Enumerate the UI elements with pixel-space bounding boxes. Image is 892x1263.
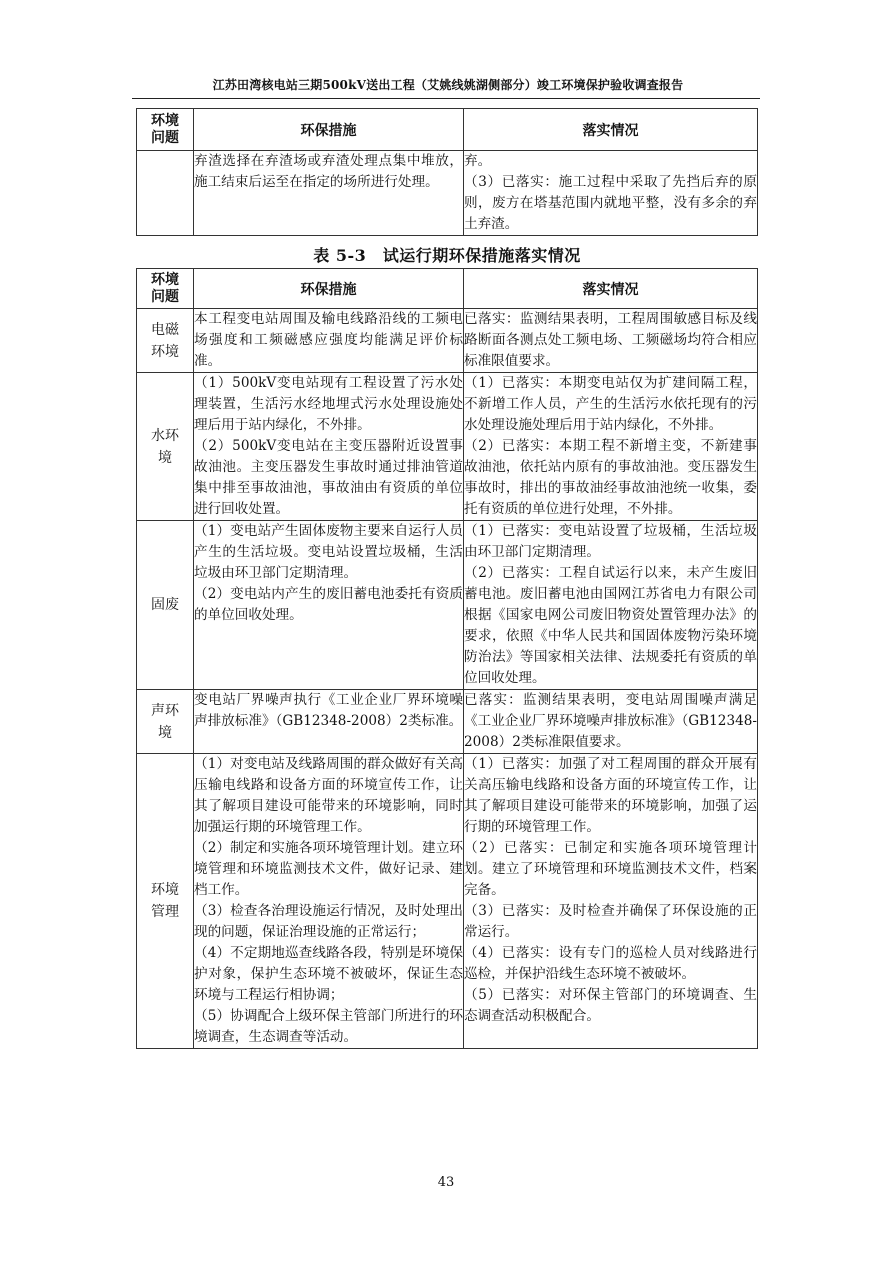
measure-paragraph: （3）检查各治理设施运行情况，及时处理出现的问题，保证治理设施的正常运行； xyxy=(194,903,463,940)
status-paragraph: （4）已落实：设有专门的巡检人员对线路进行巡检，并保护沿线生态环境不被破坏。 xyxy=(464,945,757,982)
measure-paragraph: （5）协调配合上级环保主管部门所进行的环境调查，生态调查等活动。 xyxy=(194,1008,463,1045)
column-header-status: 落实情况 xyxy=(464,269,758,309)
issue-cell: 电磁 环境 xyxy=(137,309,194,373)
table-row xyxy=(137,151,758,236)
table-row xyxy=(137,690,758,754)
column-header-measures: 环保措施 xyxy=(194,109,464,151)
measure-paragraph: （2）变电站内产生的废旧蓄电池委托有资质的单位回收处理。 xyxy=(194,586,463,623)
issue-cell: 水环 境 xyxy=(137,373,194,521)
status-paragraph: （2）已落实：本期工程不新增主变，不新建事故油池，依托站内原有的事故油池。变压器发生事故时，排出的事故油经事故油池统一收集，委托有资质的单位进行处理，不外排。 xyxy=(464,438,757,517)
table-row xyxy=(137,521,758,690)
measure-paragraph: （2）制定和实施各项环境管理计划。建立环境管理和环境监测技术文件，做好记录、建档工作。 xyxy=(194,840,463,898)
measure-paragraph: （1）对变电站及线路周围的群众做好有关高压输电线路和设备方面的环境宣传工作，让其了解项目建设可能带来的环境影响，同时加强运行期的环境管理工作。 xyxy=(194,756,463,835)
table-row xyxy=(137,754,758,1049)
status-paragraph: 已落实：监测结果表明，工程周围敏感目标及线路断面各测点处工频电场、工频磁场均符合相应标准限值要求。 xyxy=(464,311,757,369)
table-continued xyxy=(136,108,758,236)
column-header-status: 落实情况 xyxy=(464,109,758,151)
measure-paragraph: （2）500kV变电站在主变压器附近设置事故油池。主变压器发生事故时通过排油管道集中排至事故油池，事故油由有资质的单位进行回收处置。 xyxy=(194,438,463,517)
measure-paragraph: （1）变电站产生固体废物主要来自运行人员产生的生活垃圾。变电站设置垃圾桶，生活垃圾由环卫部门定期清理。 xyxy=(194,523,463,581)
status-paragraph: （1）已落实：加强了对工程周围的群众开展有关高压输电线路和设备方面的环境宣传工作，让其了解项目建设可能带来的环境影响，加强了运行期的环境管理工作。 xyxy=(464,756,757,835)
measure-cell xyxy=(194,151,464,236)
measure-paragraph: （1）500kV变电站现有工程设置了污水处理装置，生活污水经地埋式污水处理设施处理后用于站内绿化，不外排。 xyxy=(194,375,463,433)
status-paragraph: （2）已落实：已制定和实施各项环境管理计划。建立了环境管理和环境监测技术文件，档案完备。 xyxy=(464,840,757,898)
status-cell xyxy=(464,521,758,690)
measure-paragraph: 本工程变电站周围及输电线路沿线的工频电场强度和工频磁感应强度均能满足评价标准。 xyxy=(194,311,463,369)
column-header-issue: 环境 问题 xyxy=(137,109,194,151)
table-row xyxy=(137,373,758,521)
running-header: 江苏田湾核电站三期500kV送出工程（艾姚线姚湖侧部分）竣工环境保护验收调查报告 xyxy=(212,78,684,92)
status-cell xyxy=(464,151,758,236)
status-paragraph: （1）已落实：本期变电站仅为扩建间隔工程，不新增工作人员，产生的生活污水依托现有的污水处理设施处理后用于站内绿化，不外排。 xyxy=(464,375,757,433)
measure-cell xyxy=(194,309,464,373)
issue-cell: 环境 管理 xyxy=(137,754,194,1049)
status-paragraph: （1）已落实：变电站设置了垃圾桶，生活垃圾由环卫部门定期清理。 xyxy=(464,523,757,560)
header-rule xyxy=(132,98,760,99)
status-cell xyxy=(464,690,758,754)
table-header-row xyxy=(137,269,758,309)
issue-cell: 固废 xyxy=(137,521,194,690)
page-number: 43 xyxy=(437,1175,455,1190)
measure-cell xyxy=(194,521,464,690)
column-header-issue: 环境 问题 xyxy=(137,269,194,309)
status-paragraph: （3）已落实：及时检查并确保了环保设施的正常运行。 xyxy=(464,903,757,940)
status-paragraph: 弃。 xyxy=(464,153,492,169)
issue-cell: 声环 境 xyxy=(137,690,194,754)
measure-paragraph: （4）不定期地巡查线路各段，特别是环境保护对象，保护生态环境不被破坏，保证生态环境与工程运行相协调； xyxy=(194,945,463,1003)
measure-cell xyxy=(194,754,464,1049)
table-header-row xyxy=(137,109,758,151)
measure-cell xyxy=(194,690,464,754)
status-paragraph: （2）已落实：工程自试运行以来，未产生废旧蓄电池。废旧蓄电池由国网江苏省电力有限公司根据《国家电网公司废旧物资处置管理办法》的要求，依照《中华人民共和国固体废物污染环境防治法》等国家相关法律、法规委托有资质的单位回收处理。 xyxy=(464,565,757,686)
issue-cell xyxy=(137,151,194,236)
measure-paragraph: 弃渣选择在弃渣场或弃渣处理点集中堆放，施工结束后运至在指定的场所进行处理。 xyxy=(194,153,463,190)
measures-table xyxy=(136,268,758,1049)
status-cell xyxy=(464,754,758,1049)
table-row xyxy=(137,309,758,373)
measure-paragraph: 变电站厂界噪声执行《工业企业厂界环境噪声排放标准》（GB12348-2008）2类标准。 xyxy=(194,692,463,729)
status-paragraph: （5）已落实：对环保主管部门的环境调查、生态调查活动积极配合。 xyxy=(464,987,757,1024)
status-paragraph: 已落实：监测结果表明，变电站周围噪声满足《工业企业厂界环境噪声排放标准》（GB12348-2008）2类标准限值要求。 xyxy=(464,692,757,750)
measure-cell xyxy=(194,373,464,521)
column-header-measures: 环保措施 xyxy=(194,269,464,309)
status-cell xyxy=(464,373,758,521)
status-cell xyxy=(464,309,758,373)
status-paragraph: （3）已落实：施工过程中采取了先挡后弃的原则，废方在塔基范围内就地平整，没有多余的弃土弃渣。 xyxy=(464,174,757,232)
table-caption: 表 5-3 试运行期环保措施落实情况 xyxy=(313,246,581,265)
